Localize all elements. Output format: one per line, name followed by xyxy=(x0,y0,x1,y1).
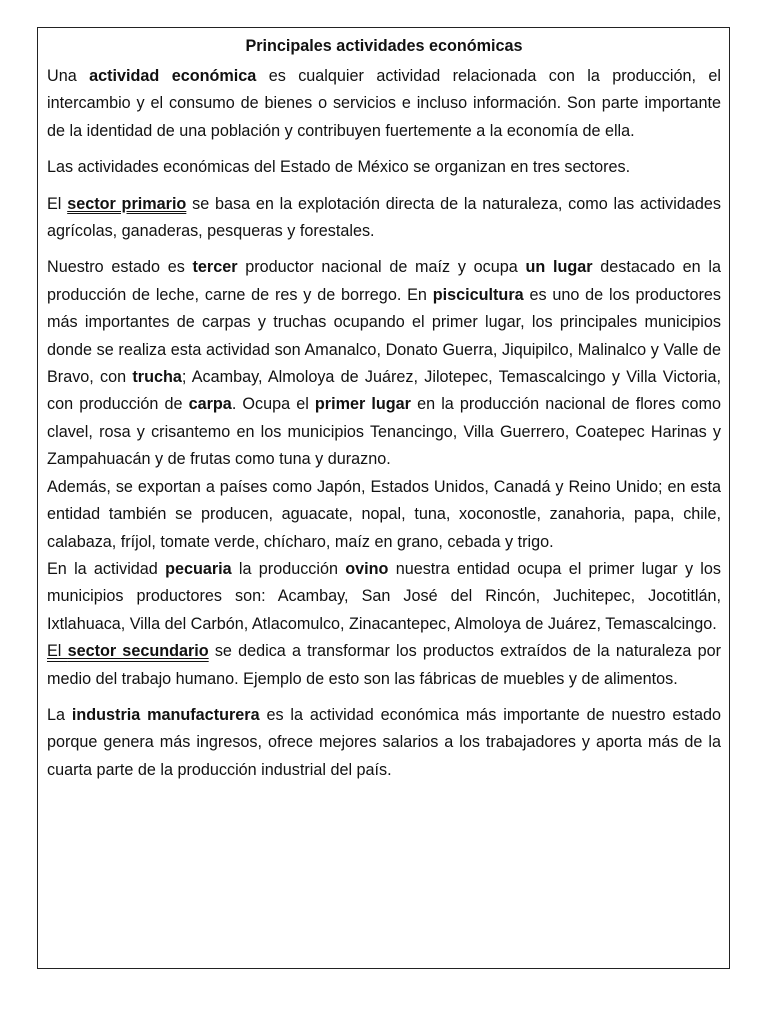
bold-term: piscicultura xyxy=(432,285,524,304)
text: Además, se exportan a países como Japón, Estados Unidos, Canadá y Reino Unido; en esta entidad también se producen, aguacate, nopal, tuna, xoconostle, zanahoria, papa, chile, calabaza, fríjol, tomate verde, chícharo, maíz en grano, cebada y trigo. xyxy=(47,477,721,551)
text: Las actividades económicas del Estado de México se organizan en tres sectores. xyxy=(47,158,631,177)
paragraph-sectors xyxy=(47,154,721,181)
text: en la producción nacional de flores como clavel, rosa y crisantemo en los municipios Tenancingo, Villa Guerrero, Coatepec Harinas y Zampahuacán y de frutas como tuna y durazno. xyxy=(47,395,721,469)
text: se basa en la explotación directa de la naturaleza, como las actividades agrícolas, ganaderas, pesqueras y forestales. xyxy=(47,194,721,241)
bold-term: pecuaria xyxy=(165,559,232,578)
paragraph-exports xyxy=(47,474,721,556)
text: El xyxy=(47,194,68,213)
document-page xyxy=(37,27,730,969)
bold-term: actividad económica xyxy=(89,67,257,85)
text: Una xyxy=(47,67,90,85)
underlined-term: sector primario xyxy=(67,194,187,213)
text: es cualquier actividad relacionada con la producción, el intercambio y el consumo de bienes o servicios e incluso información. Son parte importante de la identidad de una población y contribuyen fuertemente a la economía de ella. xyxy=(47,67,721,140)
paragraph-production xyxy=(47,254,721,473)
text: se dedica a transformar los productos extraídos de la naturaleza por medio del trabajo humano. Ejemplo de esto son las fábricas de muebles y de alimentos. xyxy=(47,642,721,688)
paragraph-manufacturing xyxy=(47,702,721,784)
paragraph-primary-sector xyxy=(47,191,721,246)
underlined-term: sector secundario xyxy=(67,642,209,661)
bold-term: tercer xyxy=(192,258,238,277)
page-title: Principales actividades económicas xyxy=(245,37,523,55)
underlined-text: El xyxy=(47,642,68,661)
text: la producción xyxy=(231,559,346,578)
text: La xyxy=(47,705,72,724)
text: es uno de los productores más importantes de carpas y truchas ocupando el primer lugar, los principales municipios donde se realiza esta actividad son Amanalco, Donato Guerra, Jiquipilco, Malinalco y Valle de Bravo, con xyxy=(47,285,722,387)
text: productor nacional de maíz y ocupa xyxy=(237,258,526,277)
text: ; Acambay, Almoloya de Juárez, Jilotepec, Temascalcingo y Villa Victoria, con producción de xyxy=(47,368,721,414)
text: es la actividad económica más importante de nuestro estado porque genera más ingresos, ofrece mejores salarios a los trabajadores y aporta más de la cuarta parte de la producción industrial del país. xyxy=(47,705,721,779)
paragraph-livestock xyxy=(47,556,721,638)
paragraph-secondary-sector xyxy=(47,638,721,693)
text: Nuestro estado es xyxy=(47,258,193,277)
bold-term: ovino xyxy=(345,559,389,578)
text: . Ocupa el xyxy=(231,395,315,414)
bold-term: industria manufacturera xyxy=(71,705,260,724)
text: destacado en la producción de leche, carne de res y de borrego. En xyxy=(47,258,721,304)
bold-term: carpa xyxy=(188,395,232,414)
bold-term: trucha xyxy=(132,368,182,387)
text: En la actividad xyxy=(47,559,166,578)
paragraph-definition xyxy=(47,63,721,145)
bold-term: primer lugar xyxy=(314,395,411,414)
bold-term: un lugar xyxy=(525,258,593,277)
text: nuestra entidad ocupa el primer lugar y los municipios productores son: Acambay, San José del Rincón, Juchitepec, Jocotitlán, Ixtlahuaca, Villa del Carbón, Atlacomulco, Zinacantepec, Almoloya de Juárez, Temascalcingo. xyxy=(47,559,721,633)
